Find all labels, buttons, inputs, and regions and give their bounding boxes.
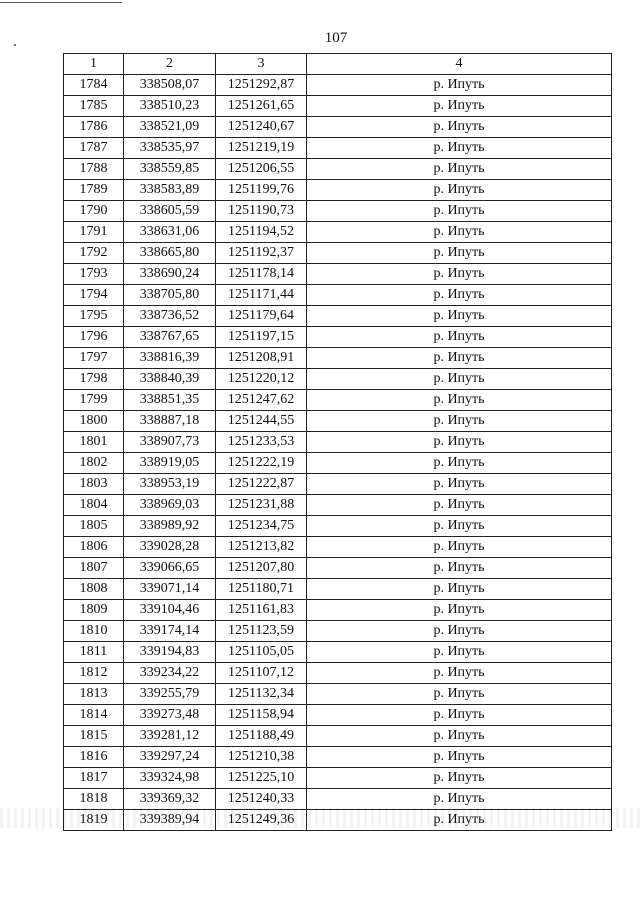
x-coordinate-cell: 339281,12 — [124, 726, 216, 747]
y-coordinate-cell: 1251210,38 — [216, 747, 307, 768]
table-row — [64, 642, 612, 663]
object-name-cell: р. Ипуть — [307, 684, 612, 705]
point-number-cell: 1793 — [64, 264, 124, 285]
x-coordinate-cell: 339066,65 — [124, 558, 216, 579]
point-number-cell: 1813 — [64, 684, 124, 705]
table-row — [64, 600, 612, 621]
table-body — [64, 75, 612, 831]
x-coordinate-cell: 338535,97 — [124, 138, 216, 159]
table-row — [64, 516, 612, 537]
x-coordinate-cell: 338851,35 — [124, 390, 216, 411]
x-coordinate-cell: 338605,59 — [124, 201, 216, 222]
object-name-cell: р. Ипуть — [307, 495, 612, 516]
object-name-cell: р. Ипуть — [307, 285, 612, 306]
y-coordinate-cell: 1251132,34 — [216, 684, 307, 705]
object-name-cell: р. Ипуть — [307, 747, 612, 768]
point-number-cell: 1790 — [64, 201, 124, 222]
object-name-cell: р. Ипуть — [307, 222, 612, 243]
object-name-cell: р. Ипуть — [307, 453, 612, 474]
point-number-cell: 1803 — [64, 474, 124, 495]
object-name-cell: р. Ипуть — [307, 243, 612, 264]
table-row — [64, 474, 612, 495]
object-name-cell: р. Ипуть — [307, 705, 612, 726]
table-row — [64, 264, 612, 285]
x-coordinate-cell: 338559,85 — [124, 159, 216, 180]
y-coordinate-cell: 1251222,87 — [216, 474, 307, 495]
point-number-cell: 1817 — [64, 768, 124, 789]
object-name-cell: р. Ипуть — [307, 390, 612, 411]
object-name-cell: р. Ипуть — [307, 621, 612, 642]
column-header-1: 1 — [64, 54, 124, 75]
point-number-cell: 1788 — [64, 159, 124, 180]
y-coordinate-cell: 1251199,76 — [216, 180, 307, 201]
y-coordinate-cell: 1251292,87 — [216, 75, 307, 96]
y-coordinate-cell: 1251249,36 — [216, 810, 307, 831]
x-coordinate-cell: 339273,48 — [124, 705, 216, 726]
table-row — [64, 159, 612, 180]
point-number-cell: 1784 — [64, 75, 124, 96]
object-name-cell: р. Ипуть — [307, 726, 612, 747]
x-coordinate-cell: 339324,98 — [124, 768, 216, 789]
x-coordinate-cell: 338736,52 — [124, 306, 216, 327]
y-coordinate-cell: 1251208,91 — [216, 348, 307, 369]
table-row — [64, 705, 612, 726]
object-name-cell: р. Ипуть — [307, 558, 612, 579]
point-number-cell: 1808 — [64, 579, 124, 600]
x-coordinate-cell: 339071,14 — [124, 579, 216, 600]
y-coordinate-cell: 1251222,19 — [216, 453, 307, 474]
point-number-cell: 1787 — [64, 138, 124, 159]
table-row — [64, 243, 612, 264]
object-name-cell: р. Ипуть — [307, 348, 612, 369]
point-number-cell: 1806 — [64, 537, 124, 558]
y-coordinate-cell: 1251261,65 — [216, 96, 307, 117]
x-coordinate-cell: 338521,09 — [124, 117, 216, 138]
point-number-cell: 1798 — [64, 369, 124, 390]
point-number-cell: 1796 — [64, 327, 124, 348]
table-row — [64, 663, 612, 684]
x-coordinate-cell: 338705,80 — [124, 285, 216, 306]
object-name-cell: р. Ипуть — [307, 327, 612, 348]
point-number-cell: 1794 — [64, 285, 124, 306]
x-coordinate-cell: 338665,80 — [124, 243, 216, 264]
table-row — [64, 201, 612, 222]
x-coordinate-cell: 338989,92 — [124, 516, 216, 537]
table-header — [64, 54, 612, 75]
x-coordinate-cell: 339234,22 — [124, 663, 216, 684]
y-coordinate-cell: 1251233,53 — [216, 432, 307, 453]
y-coordinate-cell: 1251171,44 — [216, 285, 307, 306]
table-row — [64, 117, 612, 138]
y-coordinate-cell: 1251105,05 — [216, 642, 307, 663]
y-coordinate-cell: 1251244,55 — [216, 411, 307, 432]
object-name-cell: р. Ипуть — [307, 369, 612, 390]
point-number-cell: 1811 — [64, 642, 124, 663]
object-name-cell: р. Ипуть — [307, 117, 612, 138]
object-name-cell: р. Ипуть — [307, 201, 612, 222]
y-coordinate-cell: 1251240,33 — [216, 789, 307, 810]
object-name-cell: р. Ипуть — [307, 75, 612, 96]
table-row — [64, 75, 612, 96]
table-row — [64, 96, 612, 117]
object-name-cell: р. Ипуть — [307, 663, 612, 684]
y-coordinate-cell: 1251197,15 — [216, 327, 307, 348]
column-header-3: 3 — [216, 54, 307, 75]
point-number-cell: 1795 — [64, 306, 124, 327]
y-coordinate-cell: 1251219,19 — [216, 138, 307, 159]
point-number-cell: 1807 — [64, 558, 124, 579]
corner-rule — [0, 2, 122, 3]
table-row — [64, 579, 612, 600]
y-coordinate-cell: 1251123,59 — [216, 621, 307, 642]
table-row — [64, 621, 612, 642]
x-coordinate-cell: 339369,32 — [124, 789, 216, 810]
y-coordinate-cell: 1251107,12 — [216, 663, 307, 684]
point-number-cell: 1801 — [64, 432, 124, 453]
y-coordinate-cell: 1251161,83 — [216, 600, 307, 621]
object-name-cell: р. Ипуть — [307, 411, 612, 432]
table-row — [64, 327, 612, 348]
point-number-cell: 1802 — [64, 453, 124, 474]
y-coordinate-cell: 1251190,73 — [216, 201, 307, 222]
x-coordinate-cell: 339174,14 — [124, 621, 216, 642]
x-coordinate-cell: 338887,18 — [124, 411, 216, 432]
table-row — [64, 411, 612, 432]
y-coordinate-cell: 1251194,52 — [216, 222, 307, 243]
x-coordinate-cell: 338690,24 — [124, 264, 216, 285]
object-name-cell: р. Ипуть — [307, 600, 612, 621]
point-number-cell: 1797 — [64, 348, 124, 369]
y-coordinate-cell: 1251247,62 — [216, 390, 307, 411]
object-name-cell: р. Ипуть — [307, 579, 612, 600]
object-name-cell: р. Ипуть — [307, 96, 612, 117]
coordinates-table — [63, 53, 612, 831]
table-row — [64, 453, 612, 474]
y-coordinate-cell: 1251207,80 — [216, 558, 307, 579]
x-coordinate-cell: 338969,03 — [124, 495, 216, 516]
point-number-cell: 1804 — [64, 495, 124, 516]
point-number-cell: 1805 — [64, 516, 124, 537]
y-coordinate-cell: 1251178,14 — [216, 264, 307, 285]
table-row — [64, 306, 612, 327]
table-row — [64, 369, 612, 390]
object-name-cell: р. Ипуть — [307, 537, 612, 558]
y-coordinate-cell: 1251234,75 — [216, 516, 307, 537]
table-row — [64, 495, 612, 516]
y-coordinate-cell: 1251225,10 — [216, 768, 307, 789]
y-coordinate-cell: 1251180,71 — [216, 579, 307, 600]
point-number-cell: 1809 — [64, 600, 124, 621]
object-name-cell: р. Ипуть — [307, 138, 612, 159]
object-name-cell: р. Ипуть — [307, 474, 612, 495]
x-coordinate-cell: 338508,07 — [124, 75, 216, 96]
y-coordinate-cell: 1251220,12 — [216, 369, 307, 390]
x-coordinate-cell: 339104,46 — [124, 600, 216, 621]
column-header-2: 2 — [124, 54, 216, 75]
point-number-cell: 1810 — [64, 621, 124, 642]
y-coordinate-cell: 1251240,67 — [216, 117, 307, 138]
x-coordinate-cell: 338767,65 — [124, 327, 216, 348]
x-coordinate-cell: 339194,83 — [124, 642, 216, 663]
x-coordinate-cell: 338919,05 — [124, 453, 216, 474]
object-name-cell: р. Ипуть — [307, 264, 612, 285]
point-number-cell: 1792 — [64, 243, 124, 264]
y-coordinate-cell: 1251192,37 — [216, 243, 307, 264]
point-number-cell: 1818 — [64, 789, 124, 810]
object-name-cell: р. Ипуть — [307, 159, 612, 180]
table-row — [64, 558, 612, 579]
point-number-cell: 1799 — [64, 390, 124, 411]
table-row — [64, 768, 612, 789]
table-row — [64, 390, 612, 411]
object-name-cell: р. Ипуть — [307, 306, 612, 327]
point-number-cell: 1791 — [64, 222, 124, 243]
x-coordinate-cell: 338631,06 — [124, 222, 216, 243]
table-row — [64, 810, 612, 831]
y-coordinate-cell: 1251188,49 — [216, 726, 307, 747]
point-number-cell: 1800 — [64, 411, 124, 432]
table-row — [64, 537, 612, 558]
y-coordinate-cell: 1251213,82 — [216, 537, 307, 558]
table-row — [64, 222, 612, 243]
x-coordinate-cell: 339389,94 — [124, 810, 216, 831]
x-coordinate-cell: 339255,79 — [124, 684, 216, 705]
x-coordinate-cell: 339028,28 — [124, 537, 216, 558]
header-row — [64, 54, 612, 75]
y-coordinate-cell: 1251158,94 — [216, 705, 307, 726]
point-number-cell: 1786 — [64, 117, 124, 138]
point-number-cell: 1812 — [64, 663, 124, 684]
table-row — [64, 180, 612, 201]
point-number-cell: 1785 — [64, 96, 124, 117]
table-row — [64, 747, 612, 768]
point-number-cell: 1814 — [64, 705, 124, 726]
object-name-cell: р. Ипуть — [307, 768, 612, 789]
x-coordinate-cell: 338510,23 — [124, 96, 216, 117]
object-name-cell: р. Ипуть — [307, 516, 612, 537]
column-header-4: 4 — [307, 54, 612, 75]
point-number-cell: 1819 — [64, 810, 124, 831]
table-row — [64, 138, 612, 159]
table-row — [64, 348, 612, 369]
x-coordinate-cell: 339297,24 — [124, 747, 216, 768]
object-name-cell: р. Ипуть — [307, 810, 612, 831]
y-coordinate-cell: 1251231,88 — [216, 495, 307, 516]
point-number-cell: 1816 — [64, 747, 124, 768]
table-row — [64, 432, 612, 453]
y-coordinate-cell: 1251206,55 — [216, 159, 307, 180]
point-number-cell: 1815 — [64, 726, 124, 747]
table-row — [64, 726, 612, 747]
x-coordinate-cell: 338840,39 — [124, 369, 216, 390]
point-number-cell: 1789 — [64, 180, 124, 201]
x-coordinate-cell: 338907,73 — [124, 432, 216, 453]
table-row — [64, 285, 612, 306]
object-name-cell: р. Ипуть — [307, 180, 612, 201]
x-coordinate-cell: 338583,89 — [124, 180, 216, 201]
object-name-cell: р. Ипуть — [307, 789, 612, 810]
table-row — [64, 684, 612, 705]
table-row — [64, 789, 612, 810]
y-coordinate-cell: 1251179,64 — [216, 306, 307, 327]
object-name-cell: р. Ипуть — [307, 432, 612, 453]
x-coordinate-cell: 338816,39 — [124, 348, 216, 369]
x-coordinate-cell: 338953,19 — [124, 474, 216, 495]
object-name-cell: р. Ипуть — [307, 642, 612, 663]
page-number: 107 — [324, 30, 348, 46]
